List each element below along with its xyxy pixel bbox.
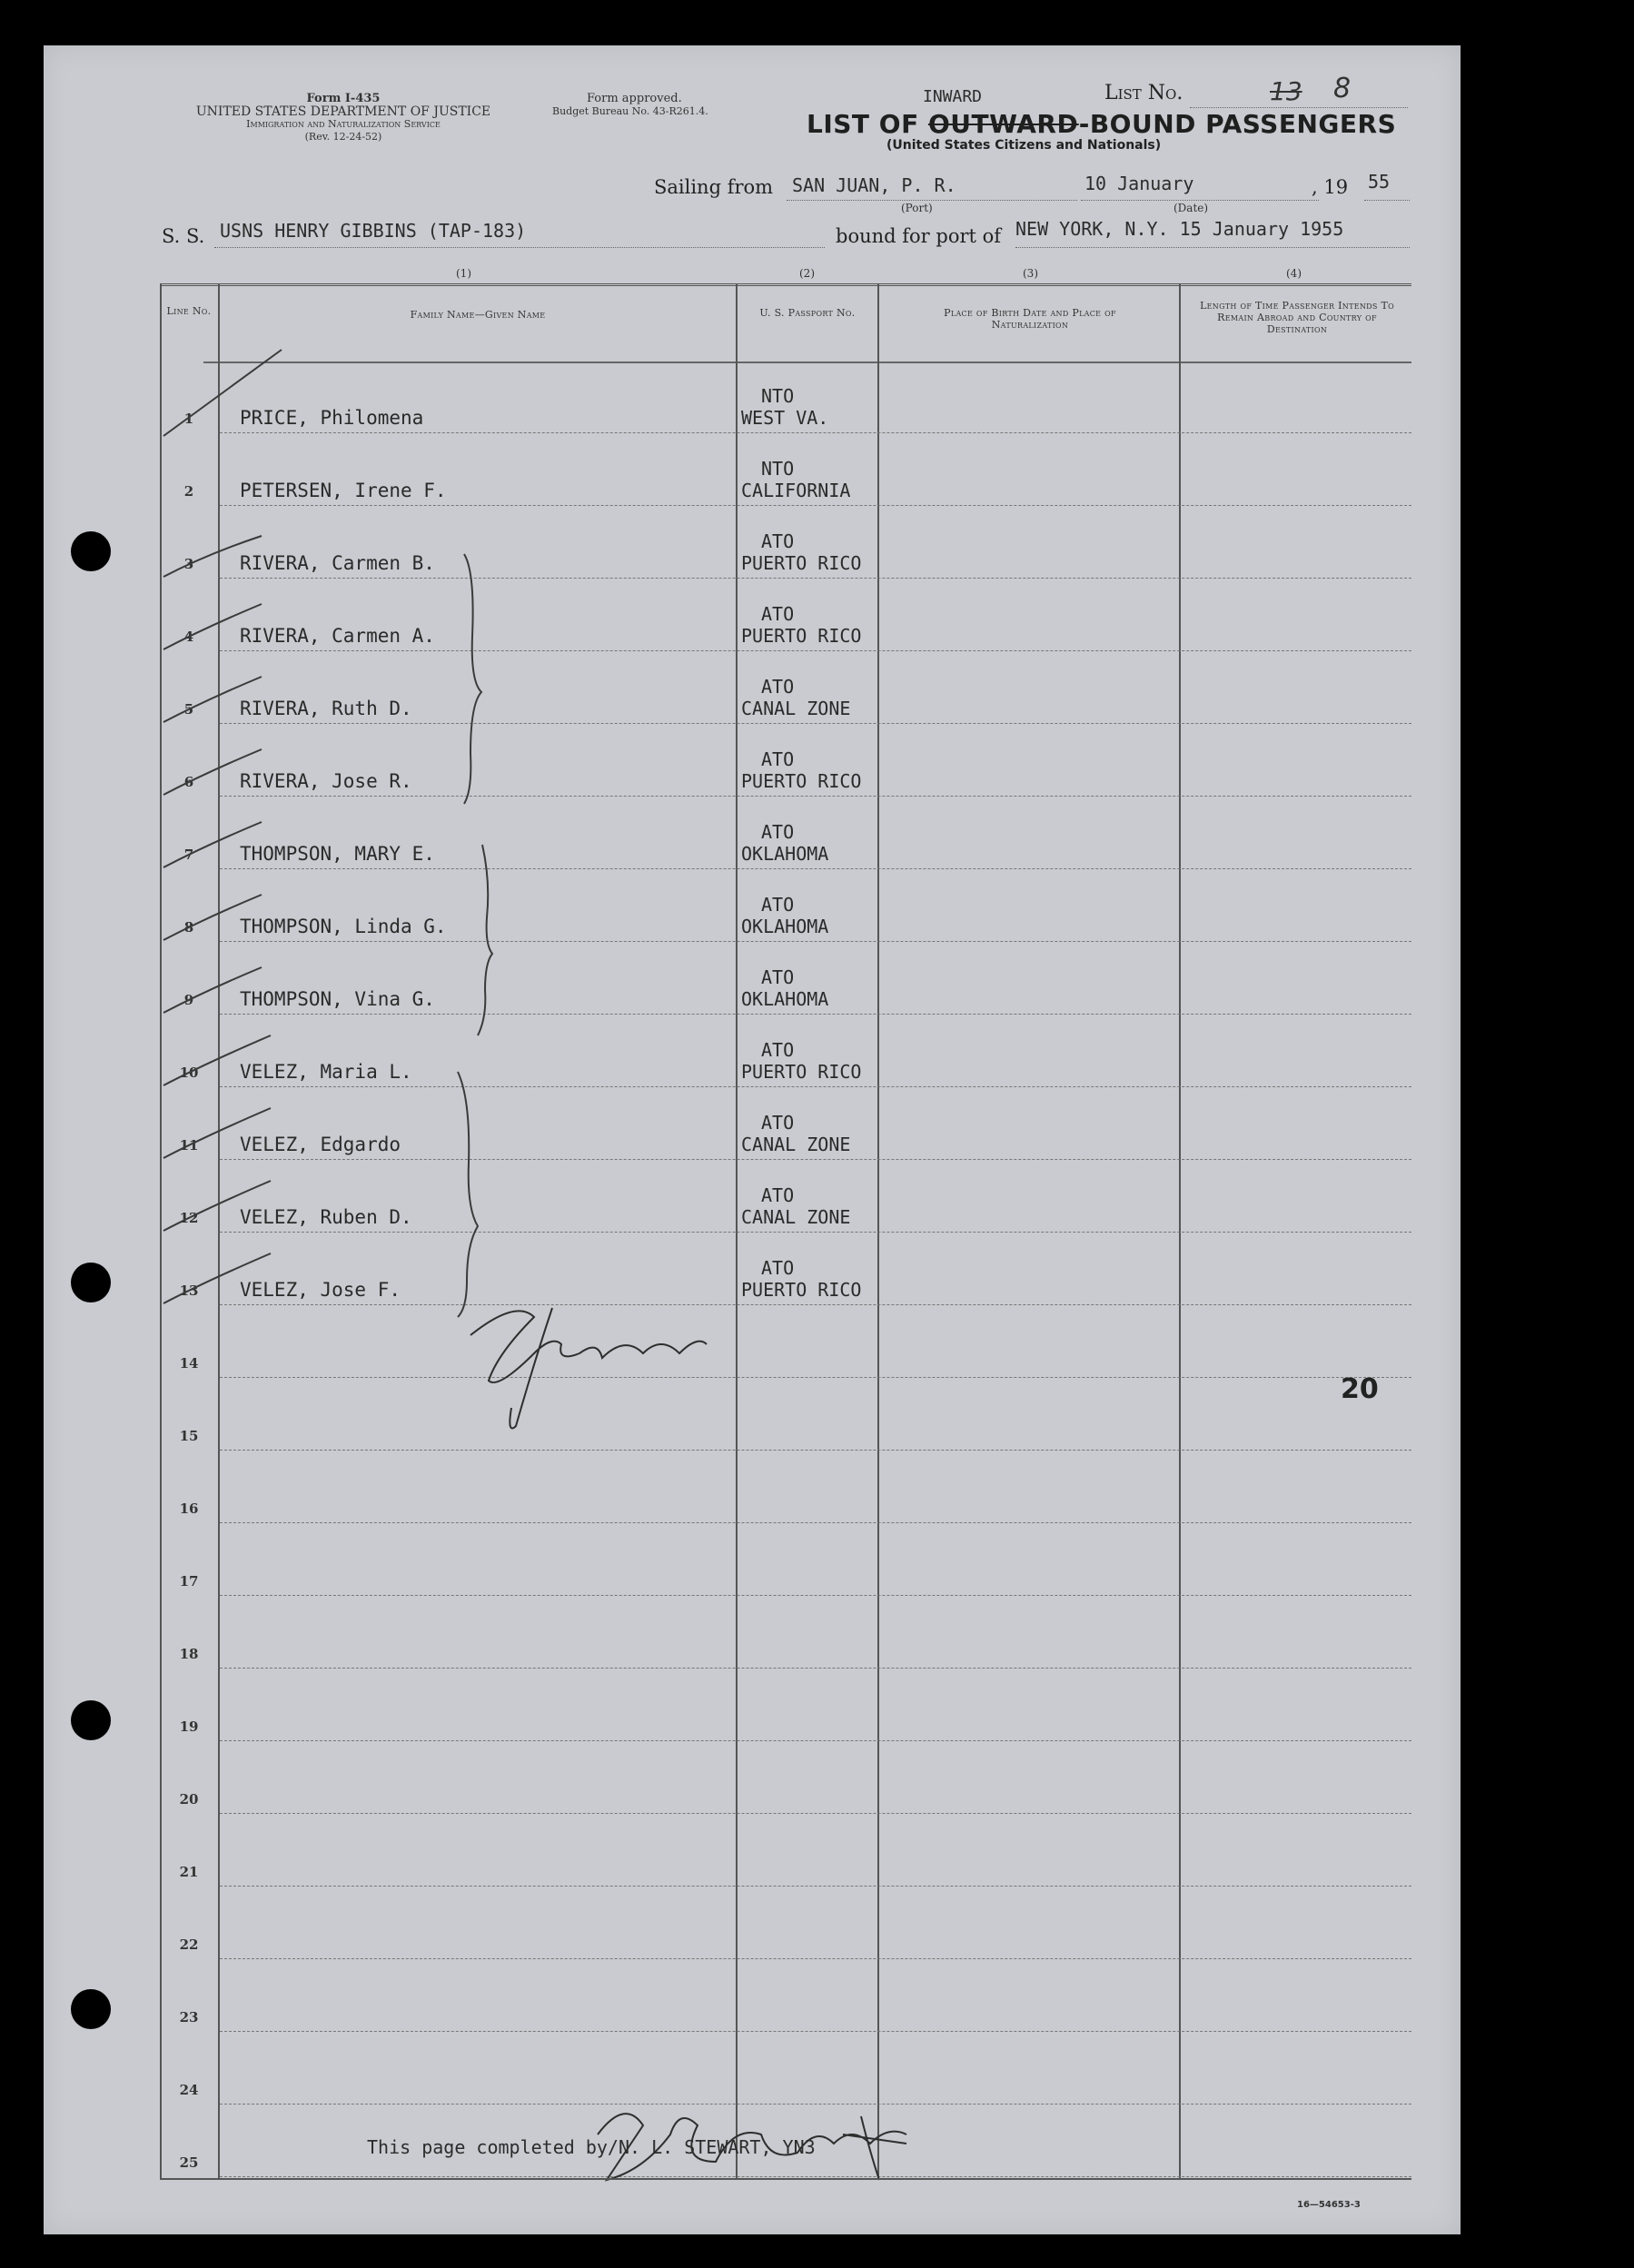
port-caption: (Port) (901, 202, 933, 214)
title-struck-word: OUTWARD (927, 109, 1079, 139)
line-number: 8 (183, 919, 194, 936)
line-number: 20 (179, 1791, 199, 1807)
passport-place: PUERTO RICO (741, 552, 862, 574)
line-number: 15 (179, 1428, 199, 1444)
sailing-port: SAN JUAN, P. R. (792, 174, 956, 196)
family-brackets (458, 554, 492, 1317)
passport-place: PUERTO RICO (741, 770, 862, 792)
completed-by: This page completed by/N. L. STEWART, YN3 (367, 2136, 816, 2158)
passport-code: ATO (761, 676, 795, 698)
line-number: 19 (179, 1718, 199, 1735)
col-passport: U. S. Passport No. (759, 307, 856, 319)
margin-number: 20 (1341, 1373, 1379, 1405)
line-number: 7 (183, 847, 194, 863)
passport-code: ATO (761, 530, 795, 552)
ship-label: S. S. (162, 225, 205, 247)
passenger-name: THOMPSON, Vina G. (240, 988, 435, 1010)
line-number: 5 (183, 701, 194, 718)
passport-place: OKLAHOMA (741, 843, 829, 865)
col-num-1: (1) (456, 267, 471, 280)
passport-code: NTO (761, 385, 795, 407)
line-number: 14 (179, 1355, 199, 1372)
line-number: 23 (179, 2009, 199, 2025)
passenger-name: RIVERA, Ruth D. (240, 698, 412, 719)
line-number: 13 (179, 1283, 199, 1299)
list-no-struck: 13 (1270, 76, 1302, 106)
line-number: 10 (179, 1065, 199, 1081)
form-number: Form I-435 (306, 92, 381, 105)
passenger-name: VELEZ, Jose F. (240, 1279, 401, 1301)
passport-place: WEST VA. (741, 407, 829, 429)
year-value: 55 (1368, 171, 1391, 193)
passport-place: OKLAHOMA (741, 916, 829, 937)
passenger-name: RIVERA, Jose R. (240, 770, 412, 792)
passenger-name: PETERSEN, Irene F. (240, 480, 447, 501)
passenger-name: RIVERA, Carmen A. (240, 625, 435, 647)
title-suffix: -BOUND PASSENGERS (1078, 109, 1397, 139)
passenger-name: PRICE, Philomena (240, 407, 424, 429)
sailing-date: 10 January (1084, 173, 1194, 194)
passport-code: ATO (761, 1184, 795, 1206)
list-no-value: 8 (1333, 73, 1352, 104)
line-number: 6 (183, 774, 194, 790)
passport-place: CANAL ZONE (741, 1206, 851, 1228)
line-number: 3 (183, 556, 194, 572)
line-number: 4 (183, 629, 194, 645)
col-num-2: (2) (799, 267, 815, 280)
col-name: Family Name—Given Name (410, 309, 546, 321)
line-number: 21 (179, 1864, 199, 1880)
passenger-name: THOMPSON, MARY E. (240, 843, 435, 865)
department: UNITED STATES DEPARTMENT OF JUSTICE (195, 104, 491, 119)
passport-place: OKLAHOMA (741, 988, 829, 1010)
date-caption: (Date) (1174, 202, 1209, 214)
line-number: 22 (179, 1936, 199, 1953)
passport-code: ATO (761, 1257, 795, 1279)
passport-place: PUERTO RICO (741, 1279, 862, 1301)
passport-code: NTO (761, 458, 795, 480)
budget-number: Budget Bureau No. 43-R261.4. (552, 105, 708, 117)
line-number: 2 (183, 483, 194, 500)
passenger-name: VELEZ, Ruben D. (240, 1206, 412, 1228)
page-subtitle: (United States Citizens and Nationals) (886, 138, 1162, 153)
line-number: 25 (179, 2154, 199, 2171)
line-number: 17 (179, 1573, 199, 1590)
print-code: 16—54653-3 (1297, 2200, 1361, 2210)
line-number: 16 (179, 1500, 199, 1517)
handwriting-overlay (44, 45, 1461, 2234)
form-sheet (44, 45, 1461, 2234)
line-number: 1 (183, 411, 194, 427)
passport-code: ATO (761, 966, 795, 988)
passport-place: PUERTO RICO (741, 625, 862, 647)
ship-name: USNS HENRY GIBBINS (TAP-183) (220, 220, 527, 242)
service: Immigration and Naturalization Service (246, 118, 441, 130)
passenger-name: RIVERA, Carmen B. (240, 552, 435, 574)
line-number: 24 (179, 2082, 199, 2098)
passport-place: CANAL ZONE (741, 1134, 851, 1155)
col-length: Length of Time Passenger Intends To Remain Abroad and Country of Destination (1200, 300, 1394, 335)
form-approved: Form approved. (587, 92, 682, 105)
line-number: 18 (179, 1646, 199, 1662)
passenger-name: THOMPSON, Linda G. (240, 916, 447, 937)
passport-code: ATO (761, 894, 795, 916)
title-prefix: LIST OF (807, 109, 919, 139)
check-marks (163, 350, 282, 1303)
handwritten-signature-1 (470, 1308, 707, 1429)
passenger-name: VELEZ, Maria L. (240, 1061, 412, 1083)
col-line-no: Line No. (166, 305, 212, 317)
passport-code: ATO (761, 1112, 795, 1134)
passport-code: ATO (761, 821, 795, 843)
col-birth: Place of Birth Date and Place of Naturalization (944, 307, 1116, 331)
line-number: 9 (183, 992, 194, 1008)
passport-place: CANAL ZONE (741, 698, 851, 719)
inward-word: INWARD (923, 87, 983, 106)
sailing-label: Sailing from (654, 176, 774, 198)
passport-code: ATO (761, 748, 795, 770)
revision: (Rev. 12-24-52) (304, 131, 382, 143)
passport-place: CALIFORNIA (741, 480, 851, 501)
bound-label: bound for port of (836, 225, 1002, 247)
destination: NEW YORK, N.Y. 15 January 1955 (1015, 218, 1344, 240)
table-bottom-rule (160, 2178, 1411, 2180)
col-num-4: (4) (1286, 267, 1302, 280)
passenger-name: VELEZ, Edgardo (240, 1134, 401, 1155)
year-prefix: , 19 (1312, 176, 1349, 198)
line-number: 12 (179, 1210, 199, 1226)
line-number: 11 (179, 1137, 199, 1154)
passport-code: ATO (761, 1039, 795, 1061)
passport-code: ATO (761, 603, 795, 625)
list-no-label: List No. (1104, 82, 1183, 104)
col-num-3: (3) (1023, 267, 1038, 280)
passport-place: PUERTO RICO (741, 1061, 862, 1083)
